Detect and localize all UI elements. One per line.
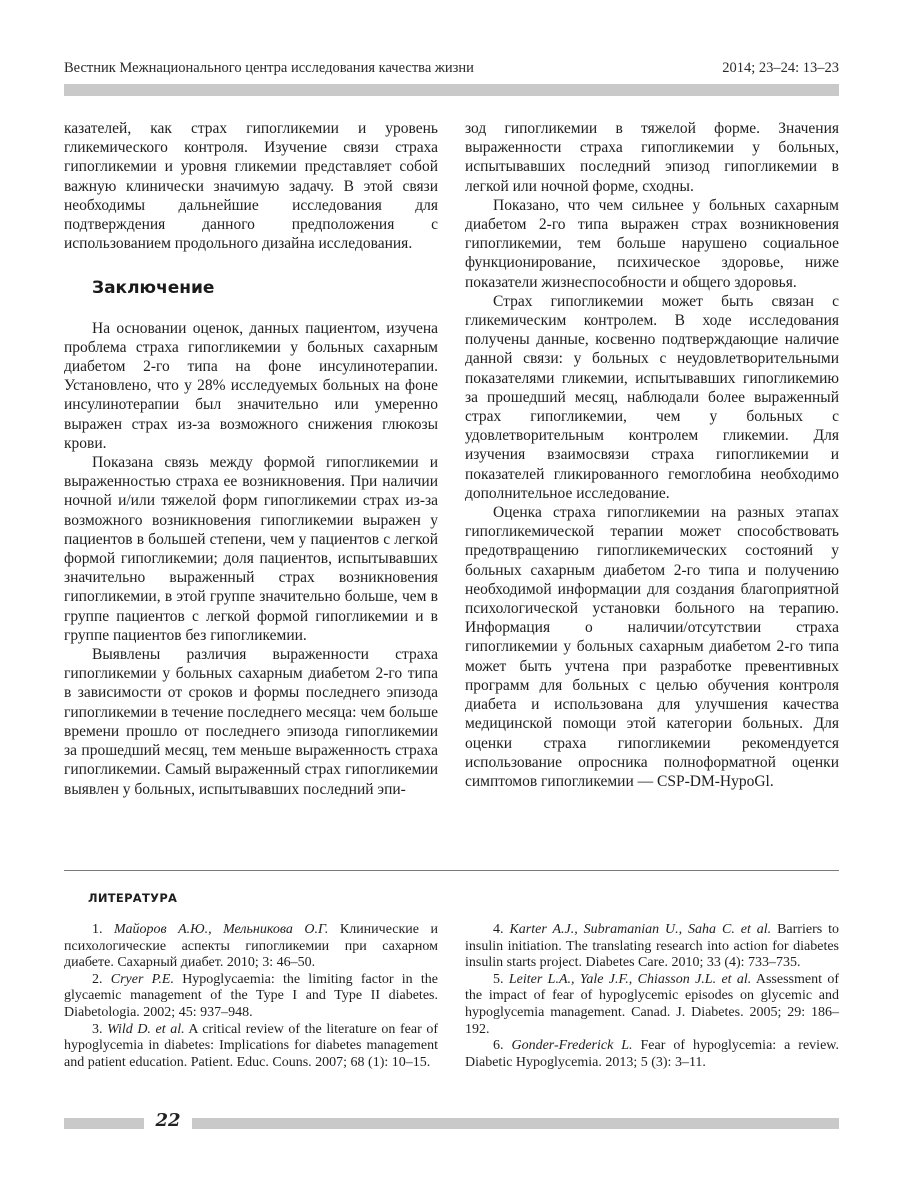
paragraph: Страх гипогликемии может быть связан с гликемическим контролем. В ходе исследования получены данные, косвенно подтверждающие наличие данной связи: у больных с неудовлетворительными показателями гликемии, испытывавших гипогликемию за прошедший месяц, наблюдали более выраженный страх гипогликемии, чем у больных с удовлетворительным контролем гликемии. Для изучения взаимосвязи страха гипогликемии и показателей гликированного гемоглобина необходимо дополнительное исследование. [465,292,839,502]
reference-item: 4. Karter A.J., Subramanian U., Saha C. et al. Barriers to insulin initiation. The translating research into action for diabetes insulin starts project. Diabetes Care. 2010; 33 (4): 733–735. [465,922,840,971]
section-title: Заключение [92,278,215,299]
left-column [64,119,438,799]
footer-rule-right [192,1118,839,1129]
reference-authors: Leiter L.A., Yale J.F., Chiasson J.L. et al. [508,971,752,987]
reference-item: 1. Майоров А.Ю., Мельникова О.Г. Клинические и психологические аспекты гипогликемии при сахарном диабете. Сахарный диабет. 2010; 3: 46–50. [64,922,438,971]
reference-authors: Karter A.J., Subramanian U., Saha C. et al. [509,922,772,937]
paragraph: казателей, как страх гипогликемии и уровень гликемического контроля. Изучение связи страха гипогликемии и уровня гликемии представляет собой важную клинически значимую задачу. В этой связи необходимы дальнейшие исследования для подтверждения данного предположения с использованием продольного дизайна исследования. [64,120,438,253]
right-column [465,119,839,791]
reference-authors: Майоров А.Ю., Мельникова О.Г. [114,922,329,937]
reference-authors: Wild D. et al. [107,1021,185,1037]
paragraph: Выявлены различия выраженности страха гипогликемии у больных сахарным диабетом 2-го типа в зависимости от сроков и формы последнего эпизода гипогликемии в течение последнего месяца: чем больше времени прошло от последнего эпизода гипогликемии за прошедший месяц, тем меньше выраженность страха гипогликемии. Самый выраженный страх гипогликемии выявлен у больных, испытывавших последний эпи- [64,646,438,798]
reference-item: 6. Gonder-Frederick L. Fear of hypoglycemia: a review. Diabetic Hypoglycemia. 2013; 5 (3): 3–11. [465,1038,839,1070]
page-number: 22 [155,1110,181,1131]
paragraph: Показана связь между формой гипогликемии и выраженностью страха ее возникновения. При наличии ночной и/или тяжелой форм гипогликемии страх из-за возможного возникновения гипогликемии выражен у пациентов в большей степени, чем у пациентов с легкой формой гипогликемии; доля пациентов, испытывавших значительно выраженный страх возникновения гипогликемии, в этой группе значительно больше, чем в группе пациентов с легкой формой гипогликемии и в группе пациентов без гипогликемии. [64,454,438,644]
paragraph: На основании оценок, данных пациентом, изучена проблема страха гипогликемии у больных сахарным диабетом 2-го типа на фоне инсулинотерапии. Установлено, что у 28% исследуемых больных на фоне инсулинотерапии был значительно или умеренно выражен страх из-за возможного снижения глюкозы крови. [64,319,438,452]
paragraph: Оценка страха гипогликемии на разных этапах гипогликемической терапии может способствовать предотвращению гипогликемических состояний у больных сахарным диабетом 2-го типа и получению необходимой информации для создания благоприятной психологической установки больного на терапию. Информация о наличии/отсутствии страха гипогликемии у больных сахарным диабетом 2-го типа может быть учтена при разработке превентивных программ для больных с целью обучения контроля диабета и использована для улучшения качества медицинской помощи этой категории больных. Для оценки страха гипогликемии рекомендуется использование опросника полноформатной оценки симптомов гипогликемии — CSP-DM-HypoGl. [465,504,839,790]
references-left [64,922,438,1071]
running-header [64,60,839,82]
reference-authors: Cryer P.E. [110,971,174,987]
reference-authors: Gonder-Frederick L. [511,1038,633,1054]
paragraph: Показано, что чем сильнее у больных сахарным диабетом 2-го типа выражен страх возникновения гипогликемии, тем больше нарушено социальное функционирование, психическое здоровье, ниже показатели жизнеспособности и общего здоровья. [465,196,839,291]
footer-rule-left [64,1118,144,1129]
issue-info: 2014; 23–24: 13–23 [722,60,839,76]
references-right [465,922,839,1071]
references-divider [64,870,839,871]
reference-item: 3. Wild D. et al. A critical review of the literature on fear of hypoglycemia in diabetes: Implications for diabetes management and patient education. Patient. Educ. Couns. 2007; 68 (1): 10–15. [64,1021,438,1070]
header-rule [64,84,839,96]
paragraph: зод гипогликемии в тяжелой форме. Значения выраженности страха гипогликемии у больных, испытывавших последний эпизод гипогликемии в легкой или ночной форме, сходны. [465,120,839,195]
references-title: ЛИТЕРАТУРА [88,891,178,905]
reference-item: 5. Leiter L.A., Yale J.F., Chiasson J.L. et al. Assessment of the impact of fear of hypoglycemic episodes on glycemic and hypoglycemia management. Canad. J. Diabetes. 2005; 29: 186–192. [465,971,840,1037]
journal-title: Вестник Межнационального центра исследования качества жизни [64,60,474,76]
reference-item: 2. Cryer P.E. Hypoglycaemia: the limiting factor in the glycaemic management of the Type I and Type II diabetes. Diabetologia. 2002; 45: 937–948. [64,971,438,1020]
